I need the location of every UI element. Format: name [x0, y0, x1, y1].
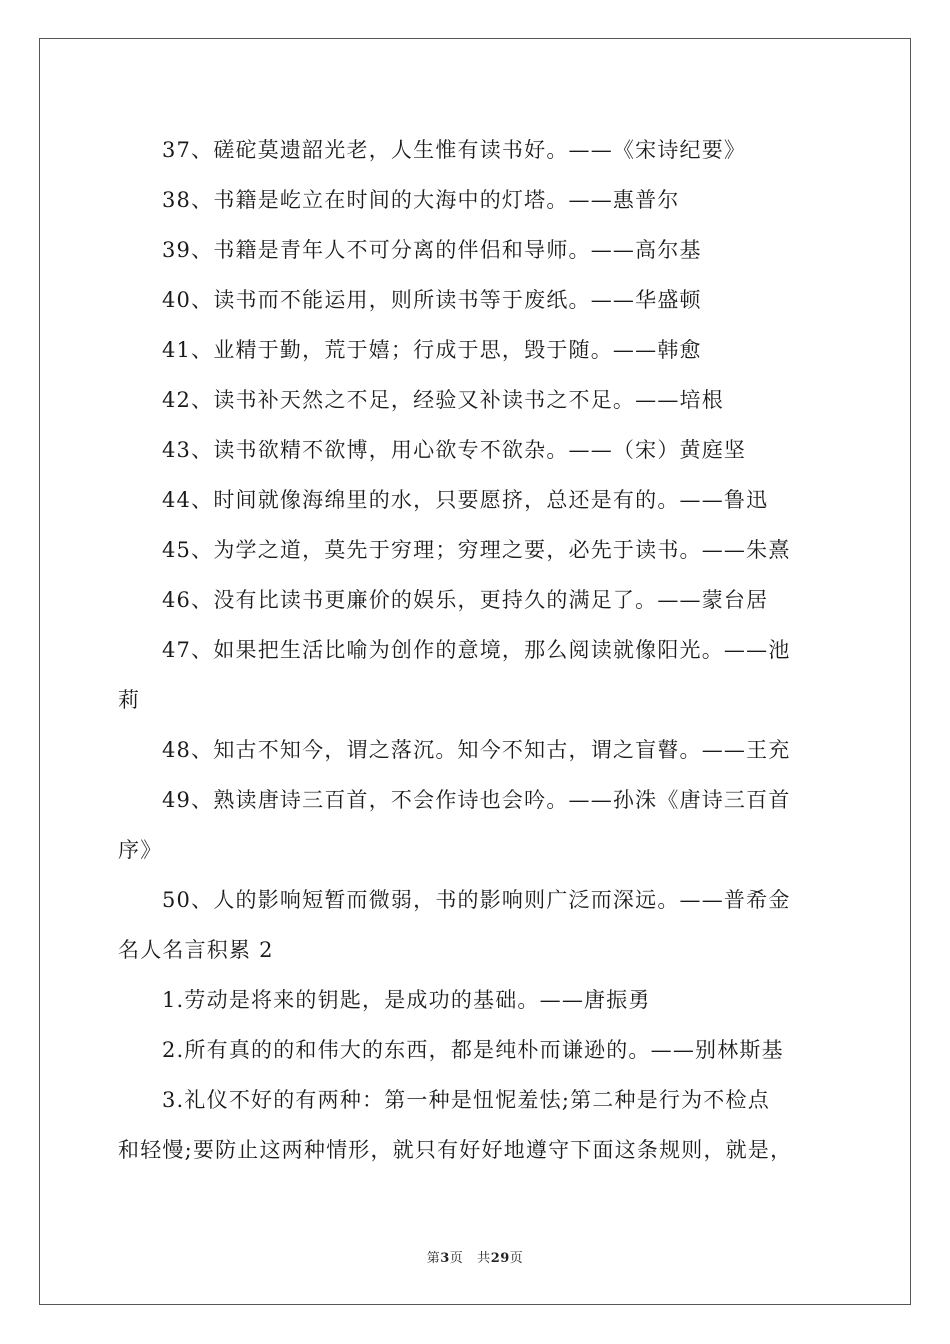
page-prefix: 第 — [426, 1251, 441, 1266]
text-line: 37、磋砣莫遗韶光老，人生惟有读书好。——《宋诗纪要》 — [162, 138, 747, 162]
text-line: 1.劳动是将来的钥匙，是成功的基础。——唐振勇 — [162, 988, 651, 1012]
text-line: 43、读书欲精不欲博，用心欲专不欲杂。——（宋）黄庭坚 — [162, 438, 747, 462]
text-line: 39、书籍是青年人不可分离的伴侣和导师。——高尔基 — [162, 238, 702, 262]
text-line: 2.所有真的的和伟大的东西，都是纯朴而谦逊的。——别林斯基 — [162, 1038, 784, 1062]
page-suffix: 页 — [449, 1251, 464, 1266]
section-heading: 名人名言积累 2 — [118, 938, 274, 962]
text-line: 44、时间就像海绵里的水，只要愿挤，总还是有的。——鲁迅 — [162, 488, 769, 512]
page-number: 3 — [440, 1251, 450, 1266]
text-line-continuation: 和轻慢;要防止这两种情形，就只有好好地遵守下面这条规则，就是， — [118, 1138, 793, 1162]
text-line-continuation: 莉 — [118, 688, 141, 712]
text-line: 38、书籍是屹立在时间的大海中的灯塔。——惠普尔 — [162, 188, 680, 212]
text-line: 49、熟读唐诗三百首，不会作诗也会吟。——孙洙《唐诗三百首 — [162, 788, 791, 812]
text-line: 46、没有比读书更廉价的娱乐，更持久的满足了。——蒙台居 — [162, 588, 769, 612]
total-suffix: 页 — [509, 1251, 524, 1266]
text-line: 45、为学之道，莫先于穷理；穷理之要，必先于读书。——朱熹 — [162, 538, 791, 562]
text-line: 41、业精于勤，荒于嬉；行成于思，毁于随。——韩愈 — [162, 338, 702, 362]
document-body — [118, 128, 838, 1178]
page-footer — [0, 1247, 950, 1266]
total-prefix: 共 — [477, 1251, 491, 1266]
text-line: 50、人的影响短暂而微弱，书的影响则广泛而深远。——普希金 — [162, 888, 791, 912]
text-line: 40、读书而不能运用，则所读书等于废纸。——华盛顿 — [162, 288, 702, 312]
total-pages: 29 — [490, 1251, 510, 1266]
text-line-continuation: 序》 — [118, 838, 163, 862]
text-line: 3.礼仪不好的有两种：第一种是忸怩羞怯;第二种是行为不检点 — [162, 1088, 770, 1112]
text-line: 48、知古不知今，谓之落沉。知今不知古，谓之盲瞽。——王充 — [162, 738, 791, 762]
text-line: 47、如果把生活比喻为创作的意境，那么阅读就像阳光。——池 — [162, 638, 791, 662]
text-line: 42、读书补天然之不足，经验又补读书之不足。——培根 — [162, 388, 724, 412]
